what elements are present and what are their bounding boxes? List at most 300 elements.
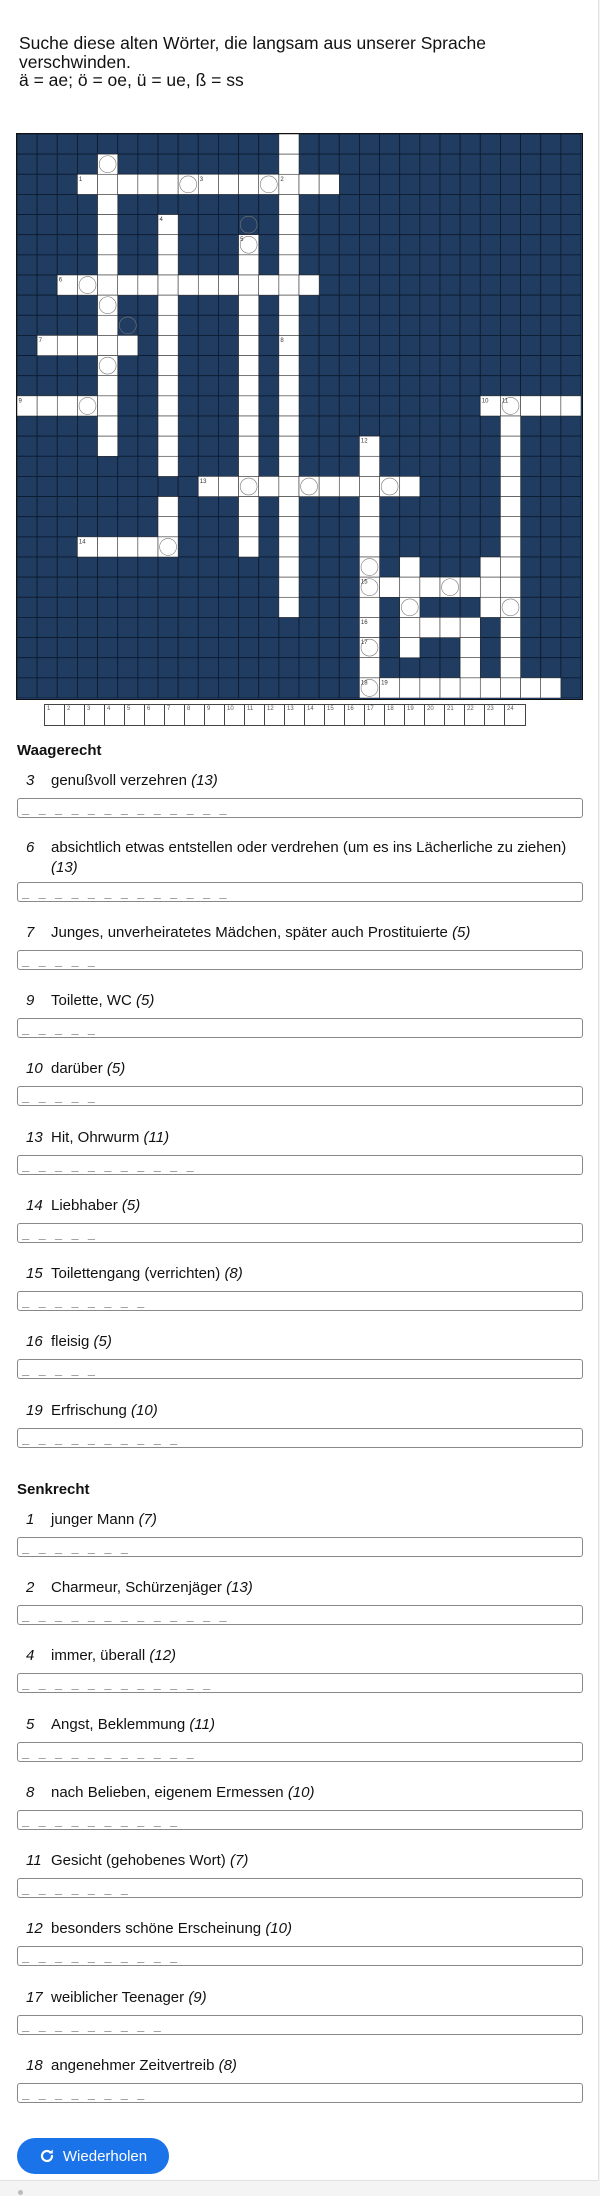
solution-cell[interactable]: 19 — [405, 705, 425, 725]
letter-cell[interactable] — [400, 638, 420, 658]
block-cell — [279, 658, 299, 678]
block-cell — [37, 577, 57, 597]
block-cell — [319, 617, 339, 637]
block-cell — [118, 295, 138, 315]
block-cell — [37, 295, 57, 315]
clue-number: 16 — [26, 1333, 43, 1350]
block-cell — [98, 617, 118, 637]
letter-cell[interactable] — [98, 335, 118, 355]
solution-cell[interactable]: 13 — [285, 705, 305, 725]
letter-cell[interactable] — [460, 658, 480, 678]
letter-cell[interactable] — [239, 315, 259, 335]
block-cell — [198, 416, 218, 436]
letter-cell[interactable] — [500, 617, 520, 637]
clue-description: besonders schöne Erscheinung — [51, 1920, 266, 1937]
letter-cell[interactable] — [500, 678, 520, 698]
letter-cell[interactable] — [279, 476, 299, 496]
block-cell — [460, 597, 480, 617]
letter-cell[interactable] — [500, 557, 520, 577]
letter-cell[interactable] — [178, 275, 198, 295]
letter-cell[interactable] — [400, 617, 420, 637]
letter-cell[interactable] — [158, 335, 178, 355]
letter-cell[interactable] — [279, 356, 299, 376]
letter-cell[interactable] — [98, 194, 118, 214]
answer-field[interactable]: _ _ _ _ _ _ _ _ _ _ _ — [17, 1155, 583, 1175]
block-cell — [239, 638, 259, 658]
letter-cell[interactable] — [98, 537, 118, 557]
letter-cell[interactable] — [239, 416, 259, 436]
down-heading: Senkrecht — [17, 1481, 90, 1498]
letter-cell[interactable] — [460, 638, 480, 658]
block-cell — [218, 638, 238, 658]
clue-text — [17, 1059, 583, 1079]
letter-cell[interactable] — [178, 174, 198, 194]
clue-item — [17, 1332, 583, 1376]
letter-cell[interactable] — [521, 396, 541, 416]
letter-cell[interactable] — [440, 678, 460, 698]
block-cell — [77, 235, 97, 255]
solution-cell[interactable]: 10 — [225, 705, 245, 725]
letter-cell[interactable] — [500, 638, 520, 658]
letter-cell[interactable] — [279, 154, 299, 174]
block-cell — [420, 376, 440, 396]
block-cell — [460, 517, 480, 537]
letter-cell[interactable] — [158, 497, 178, 517]
block-cell — [299, 497, 319, 517]
solution-cell[interactable]: 24 — [507, 706, 514, 712]
letter-cell[interactable] — [500, 597, 520, 617]
block-cell — [561, 497, 581, 517]
block-cell — [339, 154, 359, 174]
letter-cell[interactable] — [561, 396, 581, 416]
answer-field[interactable]: _ _ _ _ _ _ _ _ _ _ — [17, 1810, 583, 1830]
letter-cell[interactable] — [541, 396, 561, 416]
block-cell — [299, 537, 319, 557]
letter-cell[interactable] — [400, 597, 420, 617]
letter-cell[interactable] — [440, 577, 460, 597]
letter-cell[interactable] — [279, 557, 299, 577]
letter-cell[interactable] — [218, 275, 238, 295]
letter-cell[interactable] — [239, 295, 259, 315]
letter-cell[interactable] — [279, 376, 299, 396]
letter-cell[interactable] — [500, 497, 520, 517]
letter-cell[interactable] — [77, 275, 97, 295]
letter-cell[interactable] — [500, 416, 520, 436]
letter-cell[interactable] — [279, 194, 299, 214]
block-cell — [440, 476, 460, 496]
block-cell — [420, 295, 440, 315]
clue-description: Junges, unverheiratetes Mädchen, später auch Prostituierte — [51, 924, 453, 941]
letter-cell[interactable] — [218, 174, 238, 194]
clue-text — [17, 1715, 583, 1735]
block-cell — [319, 416, 339, 436]
letter-cell[interactable] — [359, 456, 379, 476]
letter-cell[interactable] — [279, 315, 299, 335]
letter-cell[interactable] — [460, 678, 480, 698]
letter-cell[interactable] — [420, 678, 440, 698]
letter-cell[interactable] — [98, 174, 118, 194]
letter-cell[interactable] — [279, 134, 299, 154]
clue-text — [17, 2056, 583, 2076]
solution-cell[interactable]: 21 — [445, 705, 465, 725]
letter-cell[interactable] — [339, 476, 359, 496]
block-cell — [77, 255, 97, 275]
letter-cell[interactable] — [77, 335, 97, 355]
letter-cell[interactable] — [118, 537, 138, 557]
block-cell — [299, 295, 319, 315]
block-cell — [198, 154, 218, 174]
letter-cell[interactable] — [279, 597, 299, 617]
letter-cell[interactable] — [158, 396, 178, 416]
retry-button[interactable] — [17, 2138, 169, 2174]
block-cell — [57, 658, 77, 678]
letter-cell[interactable] — [77, 396, 97, 416]
solution-cell[interactable]: 14 — [305, 705, 325, 725]
letter-cell[interactable] — [279, 416, 299, 436]
letter-cell[interactable] — [158, 416, 178, 436]
block-cell — [178, 497, 198, 517]
solution-cell[interactable]: 2 — [65, 705, 85, 725]
letter-cell[interactable] — [480, 678, 500, 698]
letter-cell[interactable] — [98, 416, 118, 436]
letter-cell[interactable] — [400, 577, 420, 597]
block-cell — [460, 154, 480, 174]
letter-cell[interactable] — [279, 396, 299, 416]
letter-cell[interactable] — [158, 255, 178, 275]
block-cell — [319, 597, 339, 617]
letter-cell[interactable] — [279, 295, 299, 315]
letter-cell[interactable] — [158, 356, 178, 376]
letter-cell[interactable] — [239, 476, 259, 496]
letter-cell[interactable] — [319, 476, 339, 496]
letter-cell[interactable] — [279, 577, 299, 597]
letter-cell[interactable] — [541, 678, 561, 698]
block-cell — [440, 416, 460, 436]
letter-cell[interactable] — [218, 476, 238, 496]
letter-cell[interactable] — [239, 456, 259, 476]
answer-field[interactable]: _ _ _ _ _ — [17, 1018, 583, 1038]
letter-cell[interactable] — [480, 597, 500, 617]
letter-cell[interactable] — [158, 275, 178, 295]
block-cell — [380, 315, 400, 335]
block-cell — [460, 215, 480, 235]
block-cell — [420, 537, 440, 557]
block-cell — [319, 577, 339, 597]
block-cell — [259, 356, 279, 376]
block-cell — [460, 194, 480, 214]
letter-cell[interactable] — [239, 517, 259, 537]
block-cell — [339, 335, 359, 355]
block-cell — [480, 517, 500, 537]
block-cell — [57, 215, 77, 235]
letter-cell[interactable] — [400, 557, 420, 577]
letter-cell[interactable] — [279, 215, 299, 235]
answer-field[interactable]: _ _ _ _ _ _ _ _ _ _ — [17, 1428, 583, 1448]
letter-cell[interactable] — [500, 436, 520, 456]
solution-cell[interactable]: 9 — [205, 705, 225, 725]
solution-cell[interactable]: 12 — [265, 705, 285, 725]
block-cell — [57, 456, 77, 476]
block-cell — [339, 255, 359, 275]
answer-field[interactable]: _ _ _ _ _ — [17, 1086, 583, 1106]
letter-cell[interactable] — [37, 396, 57, 416]
letter-cell[interactable] — [299, 476, 319, 496]
block-cell — [339, 436, 359, 456]
letter-cell[interactable] — [239, 356, 259, 376]
block-cell — [37, 517, 57, 537]
letter-cell[interactable] — [158, 436, 178, 456]
solution-cell[interactable]: 18 — [385, 705, 405, 725]
letter-cell[interactable] — [239, 396, 259, 416]
letter-cell[interactable] — [460, 617, 480, 637]
answer-field[interactable]: _ _ _ _ _ _ _ _ _ _ _ _ — [17, 1673, 583, 1693]
block-cell — [138, 597, 158, 617]
letter-cell[interactable] — [98, 275, 118, 295]
block-cell — [138, 617, 158, 637]
answer-field[interactable]: _ _ _ _ _ _ _ _ _ _ _ _ _ — [17, 798, 583, 818]
block-cell — [339, 315, 359, 335]
letter-cell[interactable] — [400, 678, 420, 698]
block-cell — [218, 154, 238, 174]
letter-cell[interactable] — [460, 577, 480, 597]
letter-cell[interactable] — [500, 577, 520, 597]
block-cell — [400, 315, 420, 335]
letter-cell[interactable] — [259, 174, 279, 194]
answer-field[interactable]: _ _ _ _ _ _ _ — [17, 1878, 583, 1898]
block-cell — [319, 557, 339, 577]
letter-cell[interactable] — [98, 235, 118, 255]
block-cell — [138, 436, 158, 456]
block-cell — [118, 497, 138, 517]
letter-cell[interactable] — [138, 537, 158, 557]
block-cell — [359, 275, 379, 295]
block-cell — [37, 497, 57, 517]
letter-cell[interactable] — [279, 436, 299, 456]
block-cell — [521, 456, 541, 476]
letter-cell[interactable] — [440, 617, 460, 637]
letter-cell[interactable] — [319, 174, 339, 194]
block-cell — [319, 315, 339, 335]
letter-cell[interactable] — [239, 174, 259, 194]
solution-cell[interactable]: 4 — [105, 705, 125, 725]
block-cell — [480, 658, 500, 678]
answer-field[interactable]: _ _ _ _ _ — [17, 950, 583, 970]
block-cell — [259, 456, 279, 476]
block-cell — [460, 456, 480, 476]
letter-cell[interactable] — [359, 476, 379, 496]
letter-cell[interactable] — [198, 275, 218, 295]
letter-cell[interactable] — [158, 235, 178, 255]
letter-cell[interactable] — [299, 275, 319, 295]
letter-cell[interactable] — [359, 517, 379, 537]
letter-cell[interactable] — [239, 497, 259, 517]
answer-field[interactable]: _ _ _ _ _ _ _ _ _ _ _ — [17, 1742, 583, 1762]
block-cell — [158, 194, 178, 214]
letter-cell[interactable] — [57, 396, 77, 416]
answer-field[interactable]: _ _ _ _ _ — [17, 1223, 583, 1243]
clue-number: 18 — [26, 2057, 43, 2074]
answer-field[interactable]: _ _ _ _ _ _ _ _ _ _ _ _ _ — [17, 1605, 583, 1625]
letter-cell[interactable] — [500, 658, 520, 678]
answer-field[interactable]: _ _ _ _ _ — [17, 1359, 583, 1379]
letter-cell[interactable] — [359, 597, 379, 617]
block-cell — [541, 194, 561, 214]
block-cell — [158, 617, 178, 637]
letter-cell[interactable] — [239, 255, 259, 275]
block-cell — [319, 356, 339, 376]
letter-cell[interactable] — [279, 497, 299, 517]
block-cell — [98, 456, 118, 476]
letter-cell[interactable] — [380, 577, 400, 597]
block-cell — [380, 215, 400, 235]
solution-cell[interactable]: 22 — [465, 705, 485, 725]
letter-cell[interactable] — [400, 476, 420, 496]
block-cell — [521, 376, 541, 396]
letter-cell[interactable] — [158, 456, 178, 476]
letter-cell[interactable] — [118, 275, 138, 295]
clue-number: 5 — [26, 1716, 35, 1733]
letter-cell[interactable] — [98, 376, 118, 396]
clue-description: genußvoll verzehren — [51, 772, 192, 789]
letter-cell[interactable] — [279, 517, 299, 537]
letter-cell[interactable] — [158, 537, 178, 557]
solution-cell[interactable]: 1 — [45, 705, 65, 725]
block-cell — [118, 638, 138, 658]
block-cell — [218, 658, 238, 678]
letter-cell[interactable] — [98, 295, 118, 315]
block-cell — [138, 134, 158, 154]
block-cell — [118, 678, 138, 698]
letter-cell[interactable] — [500, 537, 520, 557]
block-cell — [480, 416, 500, 436]
letter-cell[interactable] — [420, 617, 440, 637]
letter-cell[interactable] — [98, 315, 118, 335]
letter-cell[interactable] — [259, 476, 279, 496]
solution-cell[interactable]: 23 — [485, 705, 505, 725]
letter-cell[interactable] — [480, 577, 500, 597]
block-cell — [480, 456, 500, 476]
block-cell — [339, 295, 359, 315]
letter-cell[interactable] — [500, 456, 520, 476]
solution-cell[interactable]: 17 — [365, 705, 385, 725]
solution-cell[interactable]: 5 — [125, 705, 145, 725]
block-cell — [380, 456, 400, 476]
answer-field[interactable]: _ _ _ _ _ _ _ _ — [17, 1291, 583, 1311]
letter-cell[interactable] — [98, 154, 118, 174]
letter-cell[interactable] — [98, 356, 118, 376]
block-cell — [480, 376, 500, 396]
solution-cell[interactable]: 11 — [245, 705, 265, 725]
block-cell — [299, 235, 319, 255]
letter-cell[interactable] — [118, 335, 138, 355]
letter-cell[interactable] — [359, 537, 379, 557]
letter-cell[interactable] — [420, 577, 440, 597]
letter-cell[interactable] — [158, 174, 178, 194]
answer-field[interactable]: _ _ _ _ _ _ _ _ _ — [17, 2015, 583, 2035]
letter-cell[interactable] — [279, 537, 299, 557]
letter-cell[interactable] — [359, 658, 379, 678]
block-cell — [541, 436, 561, 456]
letter-cell[interactable] — [279, 255, 299, 275]
letter-cell[interactable] — [98, 436, 118, 456]
letter-cell[interactable] — [500, 517, 520, 537]
block-cell — [380, 295, 400, 315]
letter-cell[interactable] — [239, 537, 259, 557]
letter-cell[interactable] — [158, 295, 178, 315]
block-cell — [198, 597, 218, 617]
block-cell — [561, 376, 581, 396]
block-cell — [299, 658, 319, 678]
letter-cell[interactable] — [380, 476, 400, 496]
letter-cell[interactable] — [138, 174, 158, 194]
block-cell — [319, 255, 339, 275]
letter-cell[interactable] — [158, 315, 178, 335]
letter-cell[interactable] — [480, 557, 500, 577]
block-cell — [440, 436, 460, 456]
letter-cell[interactable] — [138, 275, 158, 295]
block-cell — [299, 436, 319, 456]
block-cell — [218, 376, 238, 396]
letter-cell[interactable] — [98, 215, 118, 235]
letter-cell[interactable] — [239, 436, 259, 456]
block-cell — [118, 617, 138, 637]
letter-cell[interactable] — [98, 255, 118, 275]
block-cell — [561, 638, 581, 658]
block-cell — [17, 356, 37, 376]
letter-cell[interactable] — [299, 174, 319, 194]
letter-cell[interactable] — [259, 275, 279, 295]
letter-cell[interactable] — [521, 678, 541, 698]
solution-cell[interactable]: 8 — [185, 705, 205, 725]
solution-cell[interactable]: 20 — [425, 705, 445, 725]
letter-cell[interactable] — [359, 557, 379, 577]
clue-length: (8) — [224, 1265, 243, 1282]
block-cell — [359, 194, 379, 214]
answer-field[interactable]: _ _ _ _ _ _ _ _ _ _ — [17, 1946, 583, 1966]
answer-field[interactable]: _ _ _ _ _ _ _ _ _ _ _ _ _ — [17, 882, 583, 902]
letter-cell[interactable] — [239, 335, 259, 355]
solution-cell[interactable]: 7 — [165, 705, 185, 725]
block-cell — [239, 577, 259, 597]
letter-cell[interactable] — [57, 335, 77, 355]
letter-cell[interactable] — [118, 174, 138, 194]
block-cell — [77, 497, 97, 517]
answer-field[interactable]: _ _ _ _ _ _ _ — [17, 1537, 583, 1557]
clue-description: Gesicht (gehobenes Wort) — [51, 1852, 230, 1869]
solution-cell[interactable]: 16 — [345, 705, 365, 725]
letter-cell[interactable] — [239, 275, 259, 295]
letter-cell[interactable] — [279, 456, 299, 476]
letter-cell[interactable] — [500, 476, 520, 496]
block-cell — [138, 154, 158, 174]
answer-field[interactable]: _ _ _ _ _ _ _ _ — [17, 2083, 583, 2103]
block-cell — [17, 577, 37, 597]
letter-cell[interactable] — [279, 275, 299, 295]
letter-cell[interactable] — [158, 376, 178, 396]
cell-number: 13 — [199, 478, 207, 485]
letter-cell[interactable] — [239, 376, 259, 396]
letter-cell[interactable] — [98, 396, 118, 416]
solution-cell[interactable]: 15 — [325, 705, 345, 725]
solution-cell[interactable]: 6 — [145, 705, 165, 725]
block-cell — [77, 134, 97, 154]
solution-word-row — [44, 704, 526, 726]
letter-cell[interactable] — [359, 497, 379, 517]
letter-cell[interactable] — [158, 517, 178, 537]
block-cell — [500, 356, 520, 376]
solution-cell[interactable]: 3 — [85, 705, 105, 725]
letter-cell[interactable] — [279, 235, 299, 255]
